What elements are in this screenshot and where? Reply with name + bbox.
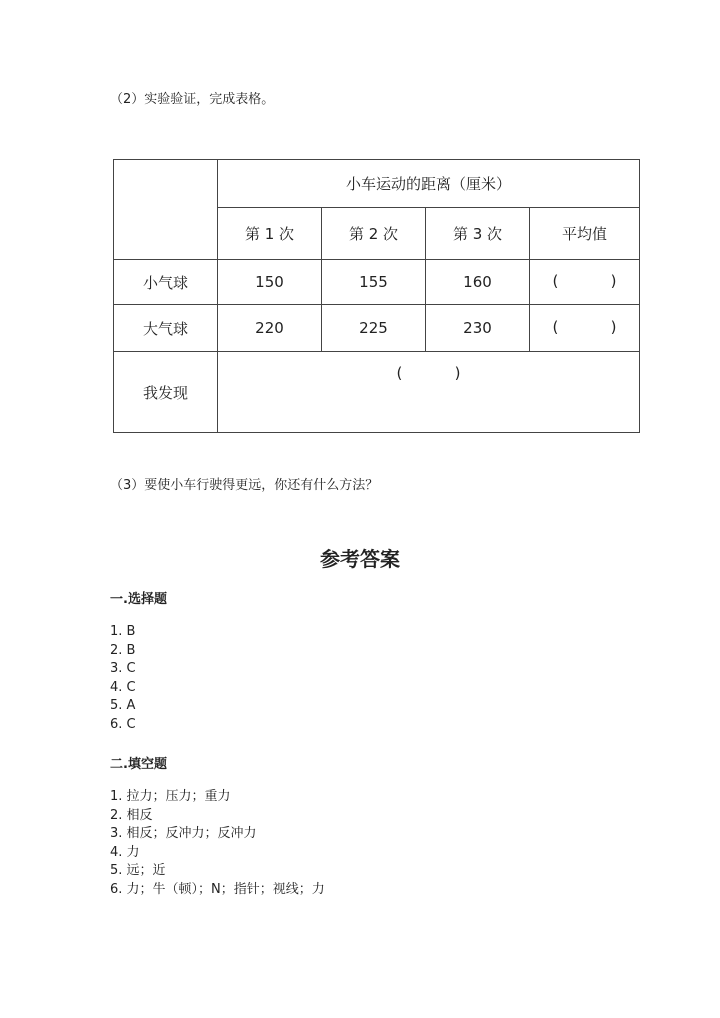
cell-large-trial-2: 225 bbox=[322, 305, 426, 352]
list-item: 6. C bbox=[110, 716, 136, 732]
table-corner-cell bbox=[114, 160, 218, 260]
paren-open: ( bbox=[552, 272, 559, 290]
table-row-finding bbox=[114, 352, 640, 433]
column-header-trial-2: 第 2 次 bbox=[322, 208, 426, 260]
cell-small-average-blank[interactable] bbox=[530, 260, 640, 305]
paren-close: ) bbox=[610, 272, 617, 290]
list-item: 6. 力；牛（顿）；N；指针；视线；力 bbox=[110, 881, 325, 897]
table-row-small-balloon bbox=[114, 260, 640, 305]
paren-open: ( bbox=[552, 318, 559, 336]
paren-open: ( bbox=[396, 364, 403, 382]
section-choice-answers bbox=[110, 623, 136, 735]
table-header-main: 小车运动的距离（厘米） bbox=[218, 160, 640, 208]
experiment-table bbox=[113, 159, 640, 433]
finding-blank[interactable] bbox=[218, 352, 640, 433]
section-fill-heading: 二.填空题 bbox=[110, 757, 167, 772]
list-item: 3. 相反；反冲力；反冲力 bbox=[110, 826, 257, 842]
section-fill-answers bbox=[110, 788, 325, 900]
cell-large-trial-1: 220 bbox=[218, 305, 322, 352]
table-row-large-balloon bbox=[114, 305, 640, 352]
paren-close: ) bbox=[454, 364, 461, 382]
list-item: 5. 远；近 bbox=[110, 863, 166, 879]
column-header-trial-1: 第 1 次 bbox=[218, 208, 322, 260]
cell-large-average-blank[interactable] bbox=[530, 305, 640, 352]
list-item: 3. C bbox=[110, 661, 136, 677]
answers-title: 参考答案 bbox=[320, 547, 400, 571]
list-item: 2. B bbox=[110, 642, 136, 658]
cell-small-trial-3: 160 bbox=[426, 260, 530, 305]
question-3-label: （3）要使小车行驶得更远，你还有什么方法？ bbox=[110, 478, 379, 493]
column-header-average: 平均值 bbox=[530, 208, 640, 260]
paren-close: ) bbox=[610, 318, 617, 336]
column-header-trial-3: 第 3 次 bbox=[426, 208, 530, 260]
section-choice-heading: 一.选择题 bbox=[110, 592, 167, 607]
row-label-small-balloon: 小气球 bbox=[114, 260, 218, 305]
row-label-large-balloon: 大气球 bbox=[114, 305, 218, 352]
cell-small-trial-1: 150 bbox=[218, 260, 322, 305]
question-2-label: （2）实验验证，完成表格。 bbox=[110, 92, 275, 107]
cell-small-trial-2: 155 bbox=[322, 260, 426, 305]
cell-large-trial-3: 230 bbox=[426, 305, 530, 352]
row-label-finding: 我发现 bbox=[114, 352, 218, 433]
list-item: 1. B bbox=[110, 624, 136, 639]
list-item: 1. 拉力；压力；重力 bbox=[110, 789, 231, 804]
list-item: 4. 力 bbox=[110, 844, 140, 860]
list-item: 5. A bbox=[110, 698, 136, 714]
list-item: 2. 相反 bbox=[110, 807, 153, 823]
list-item: 4. C bbox=[110, 679, 136, 695]
